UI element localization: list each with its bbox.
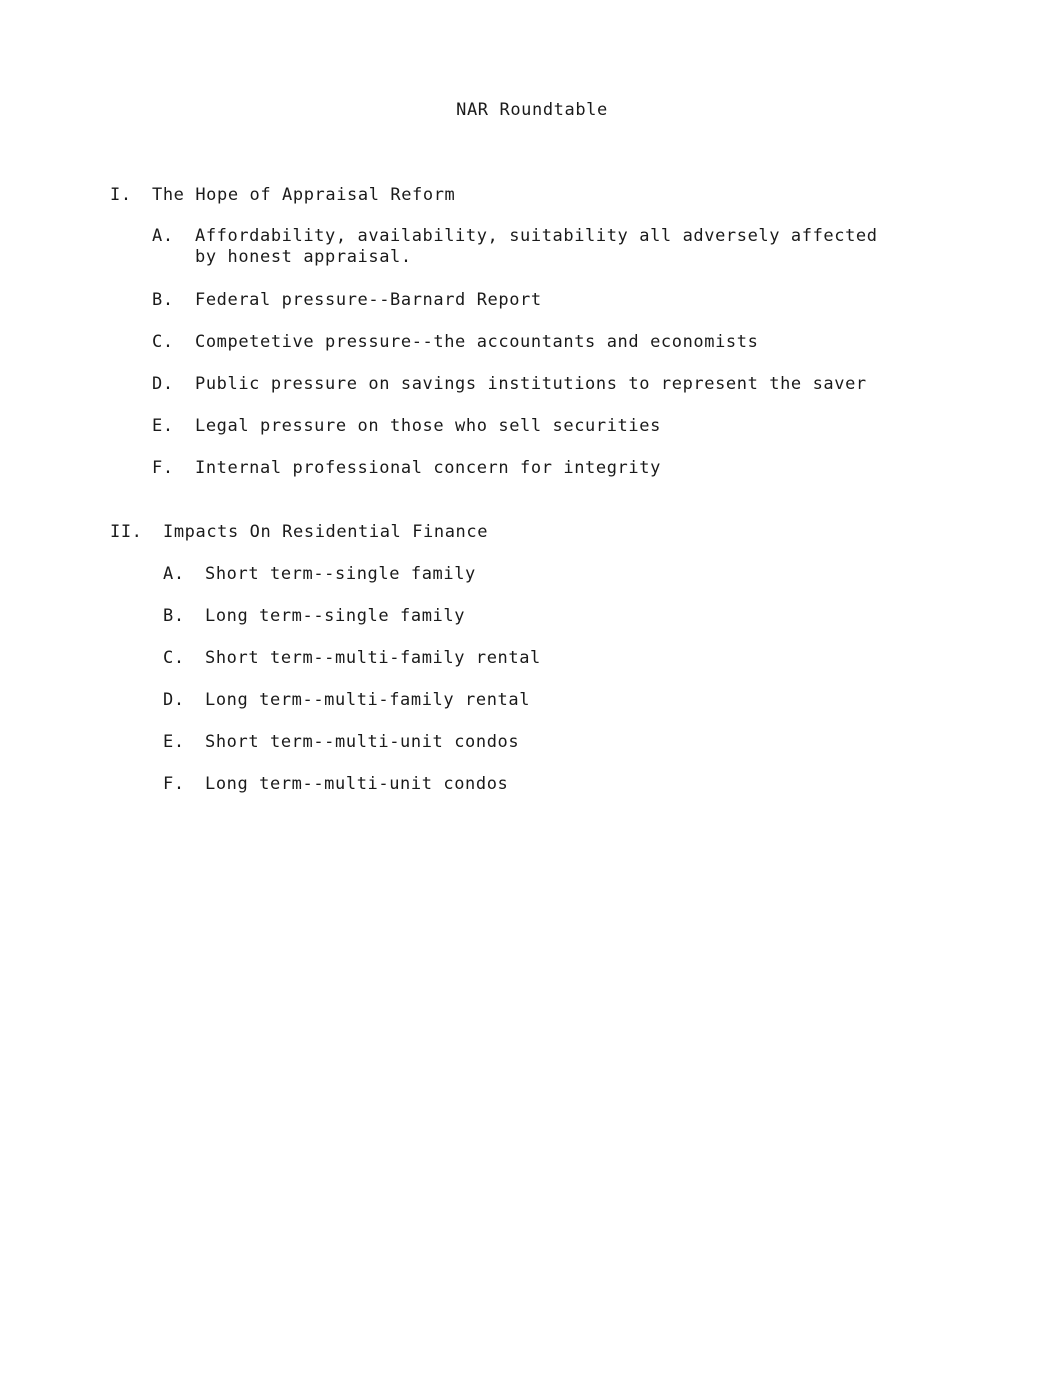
item-letter: F. [163,774,185,794]
item-text: Short term--multi-family rental [205,648,541,668]
item-letter: A. [152,226,174,246]
item-letter: D. [152,374,174,394]
item-letter: F. [152,458,174,478]
item-letter: E. [163,732,185,752]
section-title: The Hope of Appraisal Reform [152,185,456,205]
item-text: Public pressure on savings institutions to represent the saver [195,374,867,394]
item-text: Long term--multi-unit condos [205,774,509,794]
item-text: Legal pressure on those who sell securities [195,416,661,436]
section-title: Impacts On Residential Finance [163,522,489,542]
item-letter: B. [163,606,185,626]
item-text: Internal professional concern for integrity [195,458,661,478]
item-letter: C. [152,332,174,352]
item-text: Competetive pressure--the accountants and economists [195,332,759,352]
item-text: Short term--single family [205,564,476,584]
item-text: Affordability, availability, suitability all adversely affected by honest appraisal. [195,226,878,267]
item-letter: A. [163,564,185,584]
item-text: Long term--multi-family rental [205,690,531,710]
item-letter: C. [163,648,185,668]
item-text: Long term--single family [205,606,466,626]
item-text: Federal pressure--Barnard Report [195,290,542,310]
item-text: Short term--multi-unit condos [205,732,520,752]
item-letter: E. [152,416,174,436]
item-letter: B. [152,290,174,310]
section-number: II. [110,522,143,542]
page-title: NAR Roundtable [456,100,608,120]
item-letter: D. [163,690,185,710]
section-number: I. [110,185,132,205]
